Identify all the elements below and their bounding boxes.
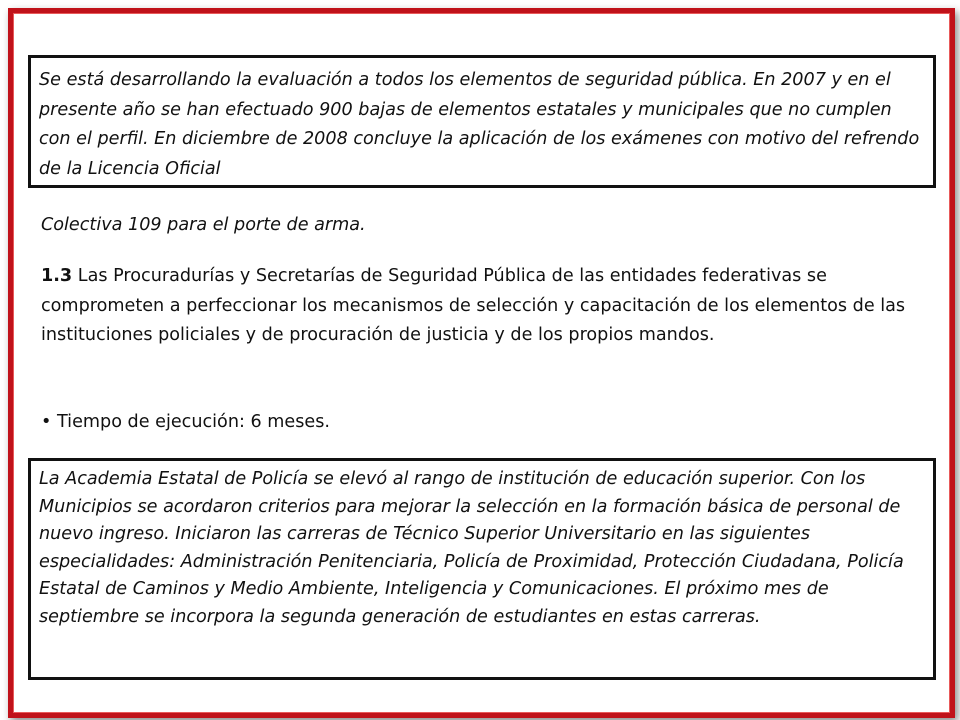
- evaluation-note-text: Se está desarrollando la evaluación a todos los elementos de seguridad pública. En 2007 y en el presente año se han efectuado 900 bajas de elementos estatales y municipales que no cumplen con el perfil. En diciembre de 2008 concluye la aplicación de los exámenes con motivo del refrendo de la Licencia Oficial: [39, 70, 920, 179]
- section-1-3: [41, 262, 921, 351]
- section-number: 1.3: [41, 266, 73, 286]
- academy-note-box: [28, 458, 936, 680]
- execution-time-bullet: • Tiempo de ejecución: 6 meses.: [41, 412, 330, 432]
- section-text: Las Procuradurías y Secretarías de Seguridad Pública de las entidades federativas se comprometen a perfeccionar los mecanismos de selección y capacitación de los elementos de las instituciones policiales y de procuración de justicia y de los propios mandos.: [41, 266, 906, 345]
- academy-note-text: La Academia Estatal de Policía se elevó al rango de institución de educación superior. Con los Municipios se acordaron criterios para mejorar la selección en la formación básica de personal de nuevo ingreso. Iniciaron las carreras de Técnico Superior Universitario en las siguientes especialidades: Administración Penitenciaria, Policía de Proximidad, Protección Ciudadana, Policía Estatal de Caminos y Medio Ambiente, Inteligencia y Comunicaciones. El próximo mes de septiembre se incorpora la segunda generación de estudiantes en estas carreras.: [39, 469, 904, 627]
- colectiva-line: Colectiva 109 para el porte de arma.: [41, 215, 366, 235]
- evaluation-note-box: [28, 55, 936, 188]
